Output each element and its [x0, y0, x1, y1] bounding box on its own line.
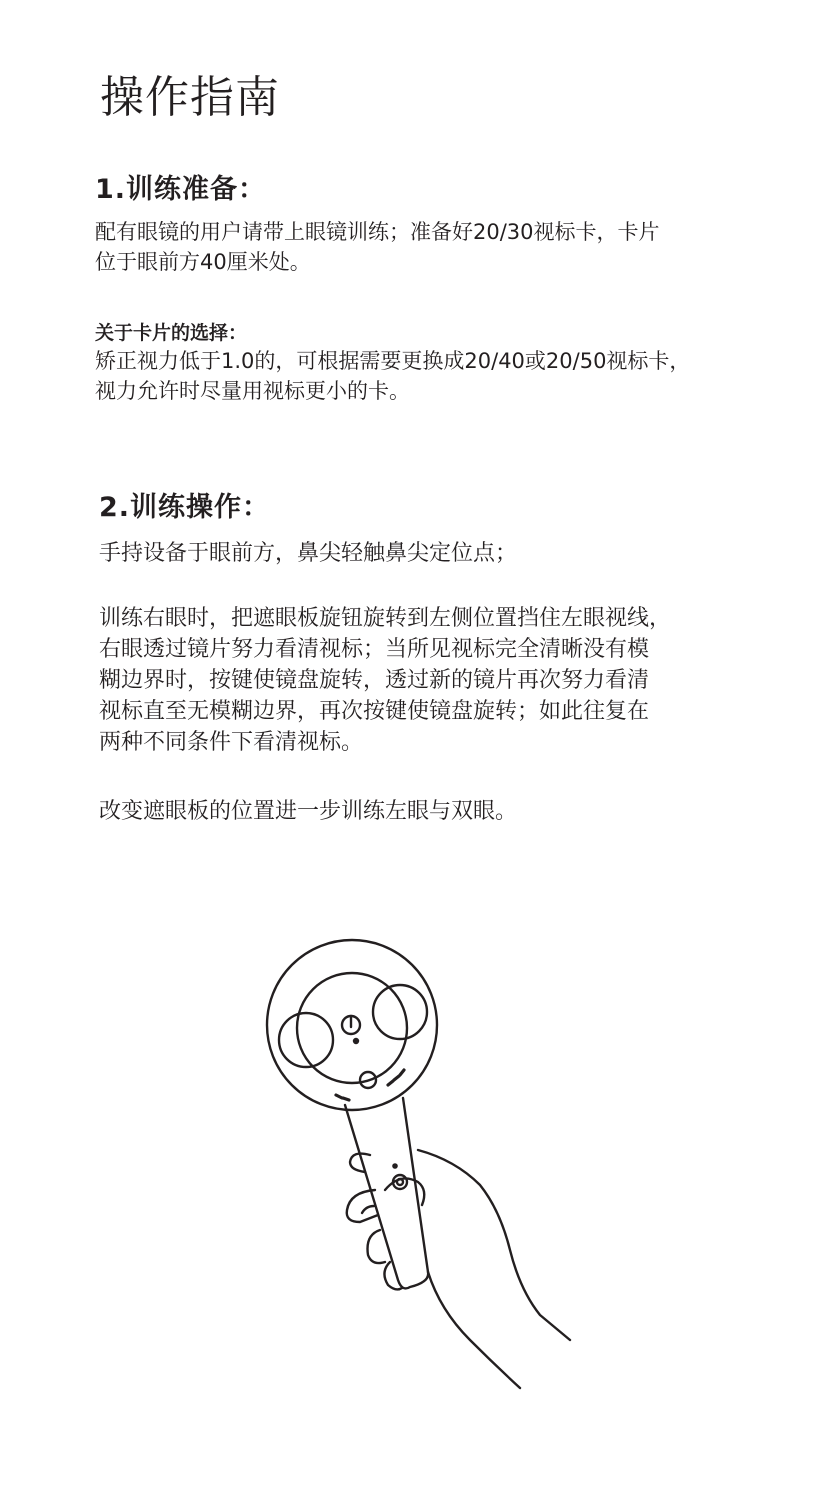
operation-step-2: 训练右眼时，把遮眼板旋钮旋转到左侧位置挡住左眼视线， 右眼透过镜片努力看清视标；当所见视标完全清晰没有模 糊边界时，按键使镜盘旋转，透过新的镜片再次努力看清 视标直至无模糊边界，再次按键使镜盘旋转；如此往复在 两种不同条件下看清视标。: [99, 606, 672, 755]
hand-holding-device-illustration: [250, 930, 590, 1400]
operation-step-1: 手持设备于眼前方，鼻尖轻触鼻尖定位点；: [99, 541, 518, 566]
card-choice-heading: 关于卡片的选择：: [95, 322, 248, 344]
page-title: 操作指南: [100, 72, 280, 123]
section-heading-preparation: 1.训练准备：: [95, 174, 267, 205]
preparation-paragraph: 配有眼镜的用户请带上眼镜训练；准备好20/30视标卡，卡片 位于眼前方40厘米处。: [95, 220, 660, 274]
card-choice-paragraph: 矫正视力低于1.0的，可根据需要更换成20/40或20/50视标卡， 视力允许时尽量用视标更小的卡。: [95, 349, 691, 403]
section-heading-operation: 2.训练操作：: [99, 492, 271, 523]
hand-holding-device-icon: [250, 930, 590, 1400]
operation-step-3: 改变遮眼板的位置进一步训练左眼与双眼。: [99, 799, 518, 824]
